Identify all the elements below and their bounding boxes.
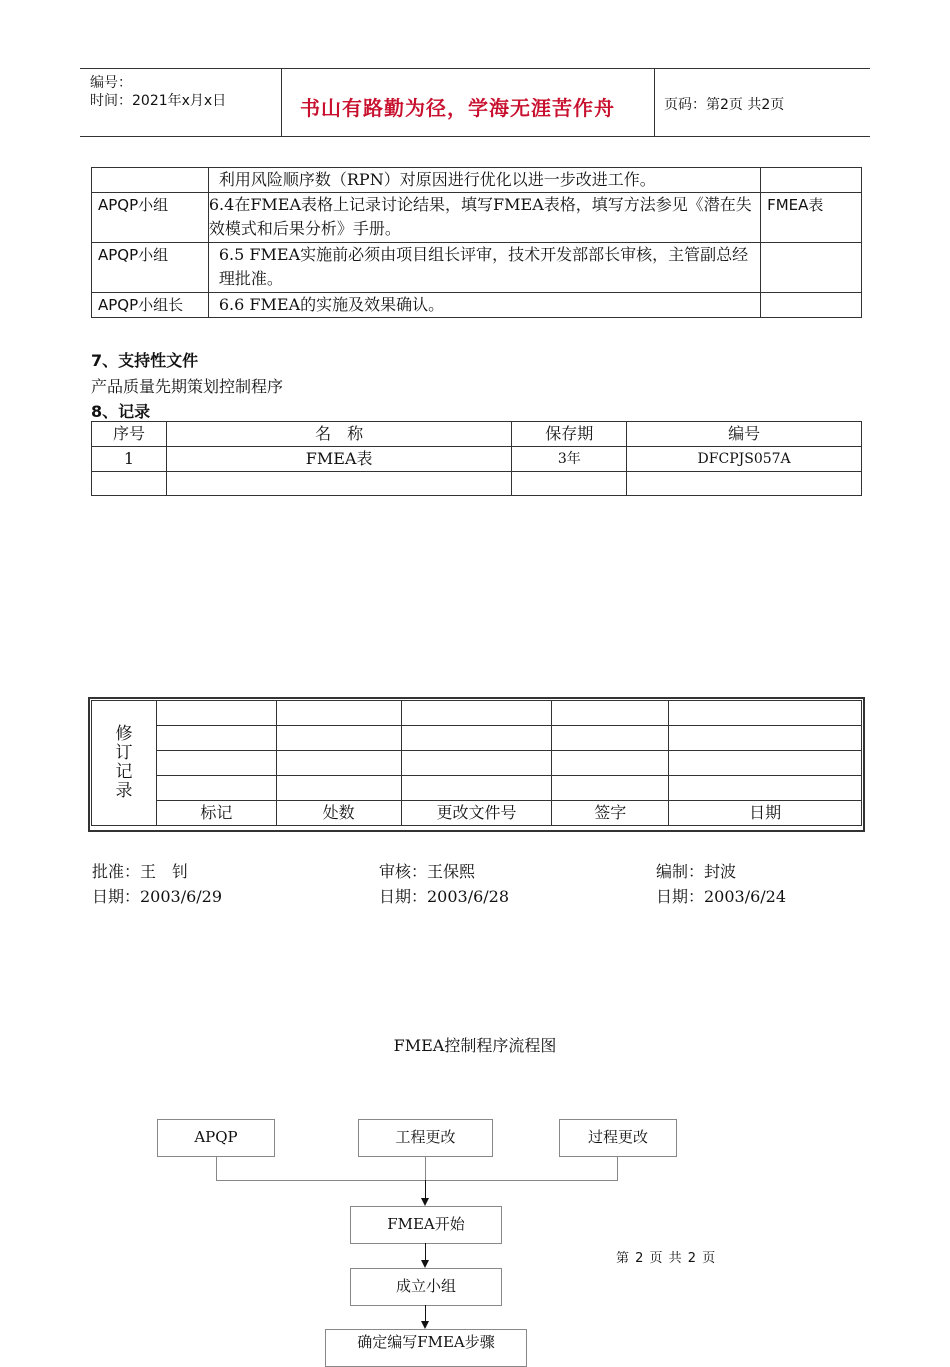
approver: 批准：王 钊 — [92, 862, 189, 881]
header-motto: 书山有路勤为径，学海无涯苦作舟 — [300, 96, 615, 120]
step-content: 6.5 FMEA实施前必须由项目组长评审，技术开发部部长审核，主管副总经理批准。 — [208, 243, 760, 293]
compiler: 编制：封波 — [656, 862, 737, 881]
record-cell — [761, 293, 862, 318]
review-date: 日期：2003/6/28 — [379, 887, 510, 906]
revision-record-table — [91, 700, 862, 826]
table-row — [92, 243, 862, 293]
flow-connector — [617, 1156, 618, 1180]
table-row — [92, 447, 862, 472]
table-cell: FMEA表 — [166, 447, 511, 472]
record-cell — [761, 243, 862, 293]
flow-node-define-steps: 确定编写FMEA步骤 — [325, 1329, 527, 1367]
step-content: 6.4在FMEA表格上记录讨论结果，填写FMEA表格，填写方法参见《潜在失效模式和后果分析》手册。 — [208, 193, 760, 243]
revision-label: 修订记录 — [92, 701, 157, 826]
table-cell: 1 — [92, 447, 167, 472]
role-cell — [92, 168, 209, 193]
flow-node-apqp: APQP — [157, 1119, 275, 1157]
flow-connector — [425, 1156, 426, 1180]
table-header-row — [92, 422, 862, 447]
column-header: 保存期 — [512, 422, 627, 447]
header-divider — [281, 68, 282, 136]
flow-connector — [216, 1180, 618, 1181]
page-indicator: 页码：第2页 共2页 — [664, 97, 785, 113]
table-row — [92, 293, 862, 318]
revision-header: 标记 — [156, 801, 276, 826]
header-divider — [654, 68, 655, 136]
column-header: 名 称 — [166, 422, 511, 447]
arrow-down-icon — [421, 1198, 429, 1206]
flow-node-process-change: 过程更改 — [559, 1119, 677, 1157]
revision-header: 签字 — [552, 801, 669, 826]
flow-connector — [425, 1180, 426, 1199]
flow-node-form-team: 成立小组 — [350, 1268, 502, 1306]
table-row — [92, 168, 862, 193]
flowchart-title: FMEA控制程序流程图 — [393, 1036, 557, 1055]
table-cell: DFCPJS057A — [627, 447, 862, 472]
approve-date: 日期：2003/6/29 — [92, 887, 223, 906]
section-8-title: 8、记录 — [91, 402, 151, 421]
flow-node-engineering-change: 工程更改 — [358, 1119, 493, 1157]
flow-connector — [216, 1156, 217, 1180]
procedure-steps-table — [91, 167, 862, 318]
table-cell — [627, 472, 862, 496]
column-header: 编号 — [627, 422, 862, 447]
revision-header: 处数 — [276, 801, 401, 826]
table-cell — [92, 472, 167, 496]
header-top-rule — [80, 68, 870, 69]
column-header: 序号 — [92, 422, 167, 447]
compile-date: 日期：2003/6/24 — [656, 887, 787, 906]
section-7-title: 7、支持性文件 — [91, 351, 199, 370]
record-cell: FMEA表 — [761, 193, 862, 243]
role-cell: APQP小组 — [92, 243, 209, 293]
table-cell: 3年 — [512, 447, 627, 472]
arrow-down-icon — [421, 1321, 429, 1329]
date-label: 时间：2021年x月x日 — [90, 93, 227, 109]
step-content: 利用风险顺序数（RPN）对原因进行优化以进一步改进工作。 — [208, 168, 760, 193]
flow-connector — [425, 1243, 426, 1261]
step-content: 6.6 FMEA的实施及效果确认。 — [208, 293, 760, 318]
reviewer: 审核：王保熙 — [379, 862, 476, 881]
page-footer: 第 2 页 共 2 页 — [616, 1251, 717, 1266]
revision-footer-row — [92, 801, 862, 826]
doc-number-label: 编号： — [90, 75, 132, 91]
role-cell: APQP小组长 — [92, 293, 209, 318]
header-bottom-rule — [80, 136, 870, 137]
revision-header: 更改文件号 — [401, 801, 552, 826]
role-cell: APQP小组 — [92, 193, 209, 243]
table-row — [92, 193, 862, 243]
revision-header: 日期 — [669, 801, 862, 826]
record-cell — [761, 168, 862, 193]
records-table — [91, 421, 862, 496]
table-row — [92, 472, 862, 496]
table-cell — [166, 472, 511, 496]
flow-node-fmea-start: FMEA开始 — [350, 1206, 502, 1244]
section-7-text: 产品质量先期策划控制程序 — [91, 377, 284, 396]
table-cell — [512, 472, 627, 496]
arrow-down-icon — [421, 1260, 429, 1268]
flow-connector — [425, 1305, 426, 1322]
